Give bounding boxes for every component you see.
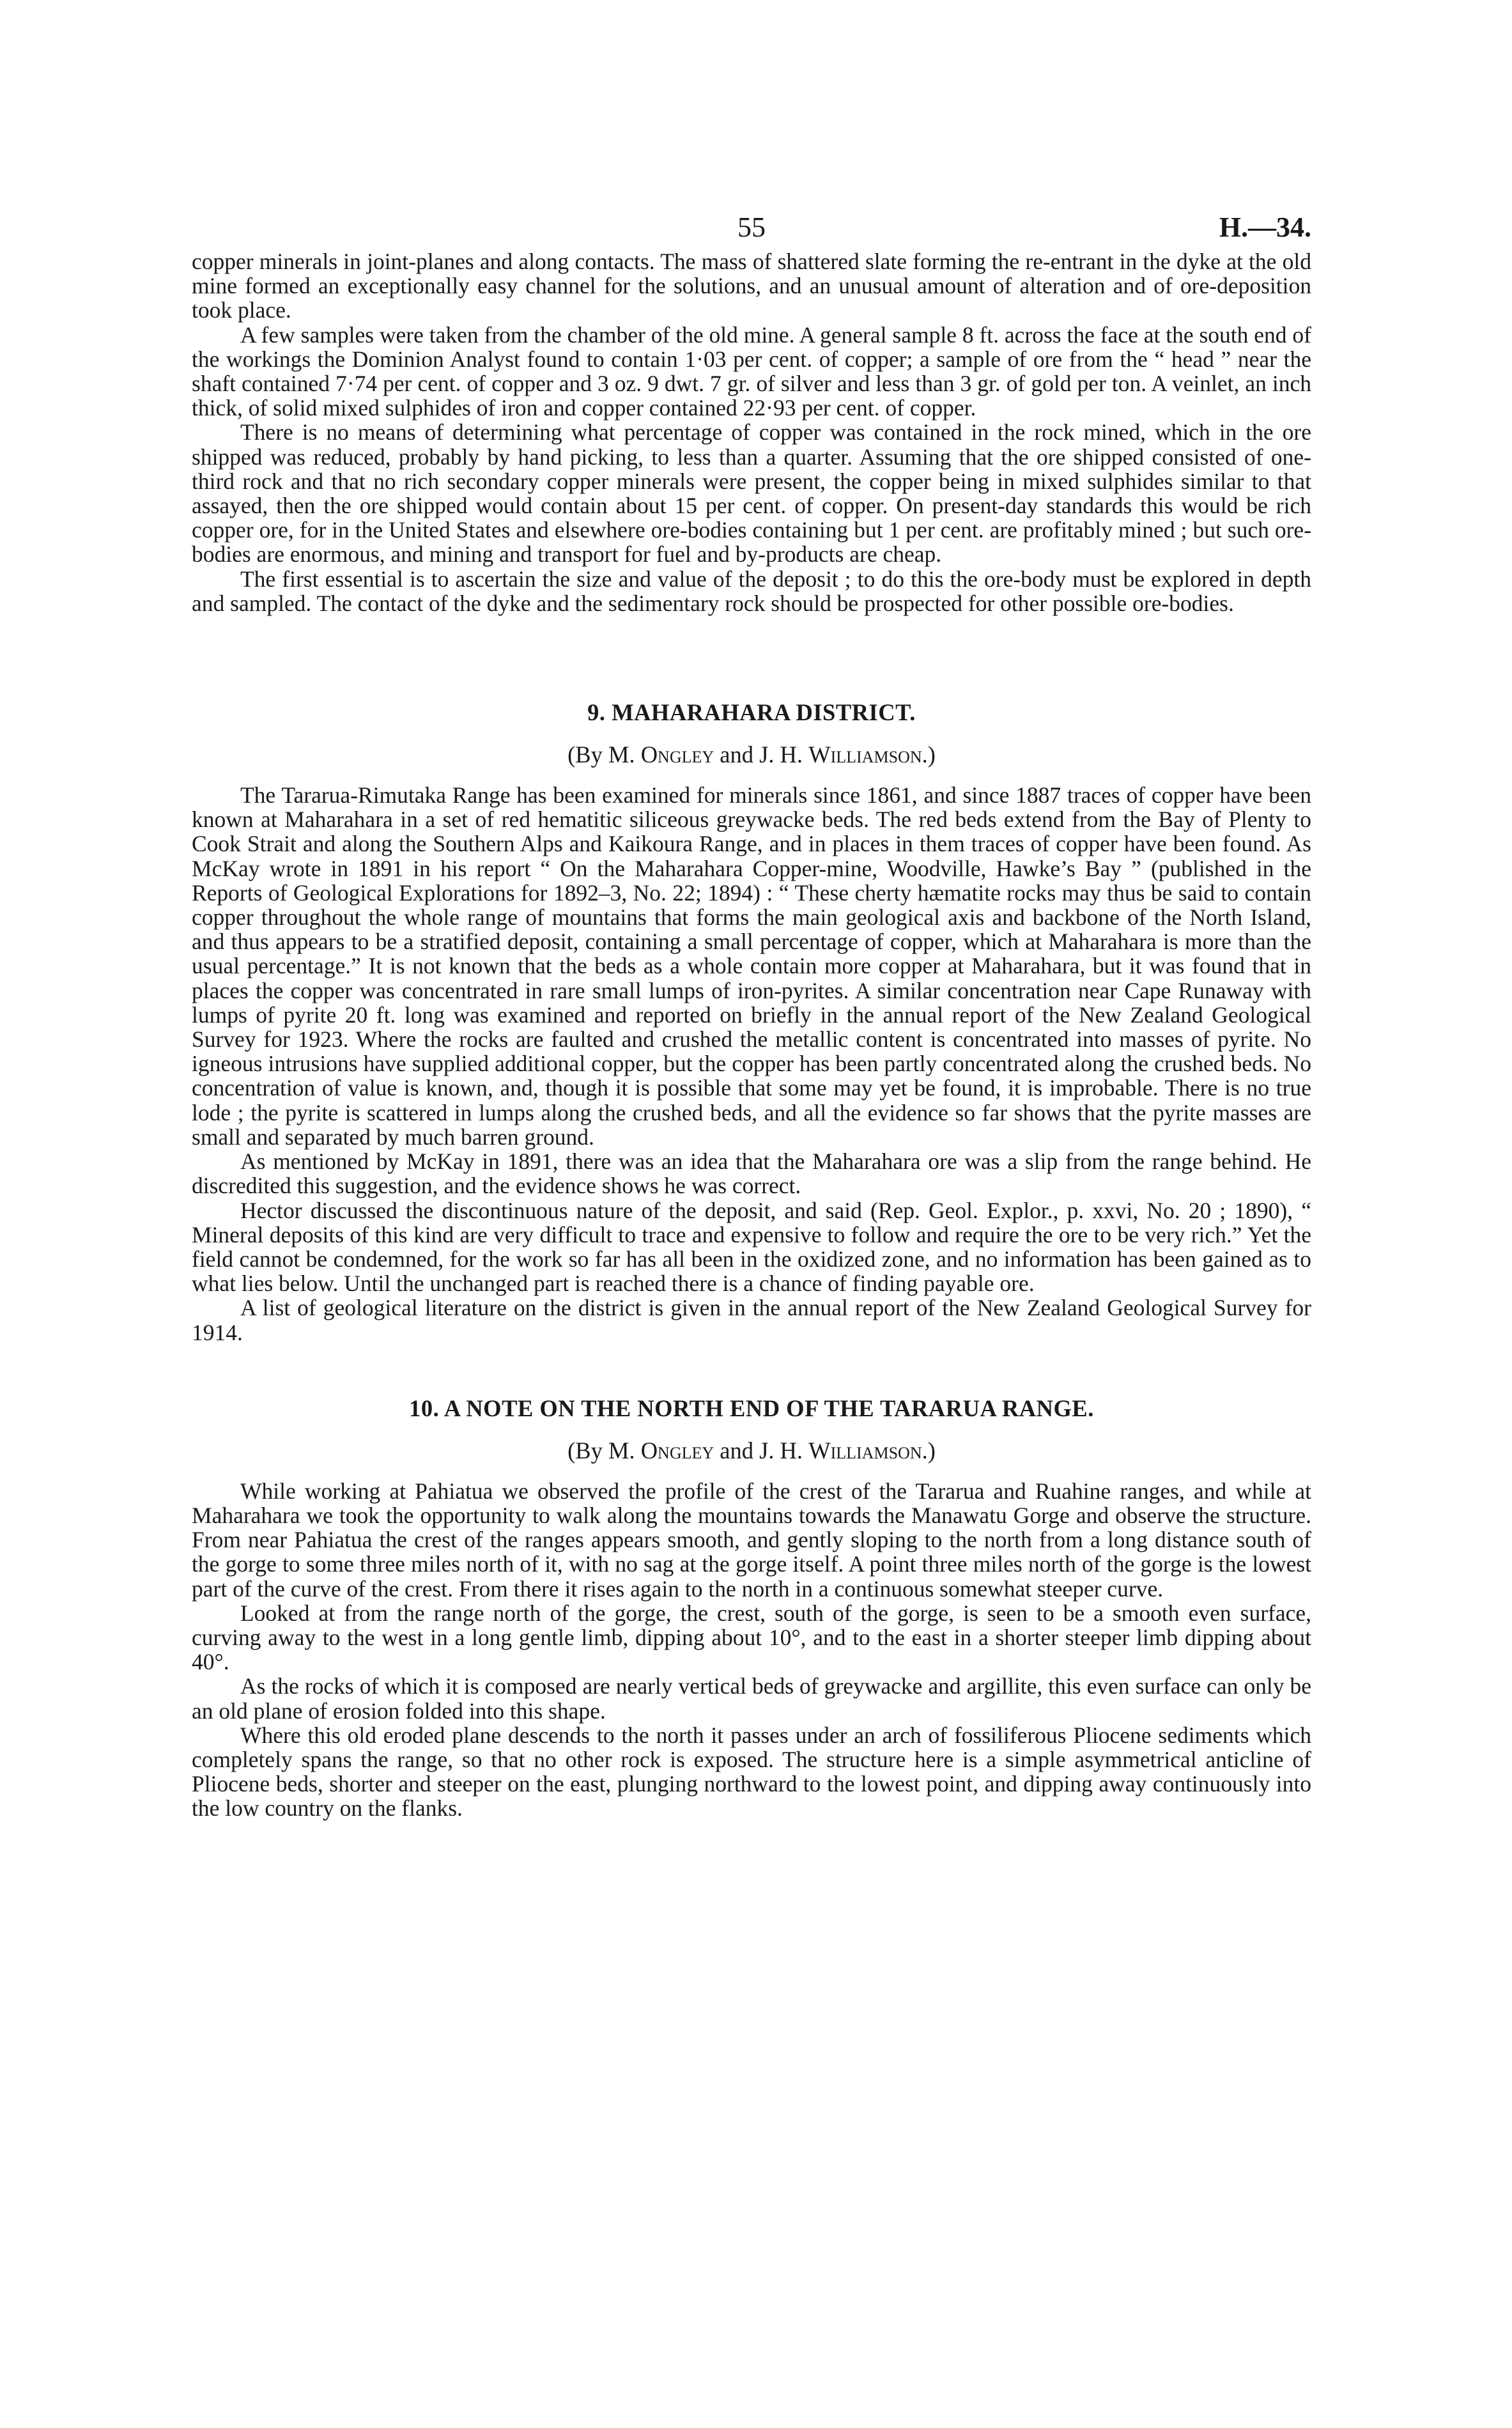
- paragraph: The Tararua-Rimutaka Range has been examined for minerals since 1861, and since 1887 traces of copper have been known at Maharahara in a set of red hematitic siliceous greywacke beds. The red beds extend from the Bay of Plenty to Cook Strait and along the Southern Alps and Kaikoura Range, and in places in them traces of copper have been found. As McKay wrote in 1891 in his report “ On the Maharahara Copper-mine, Woodville, Hawke’s Bay ” (published in the Reports of Geological Explorations for 1892–3, No. 22; 1894) : “ These cherty hæmatite rocks may thus be said to contain copper throughout the whole range of mountains that forms the main geological axis and backbone of the North Island, and thus appears to be a stratified deposit, containing a small percentage of copper, which at Maharahara is more than the usual percentage.” It is not known that the beds as a whole contain more copper at Maharahara, but it was found that in places the copper was concentrated in rare small lumps of iron-pyrites. A similar concentration near Cape Runaway with lumps of pyrite 20 ft. long was examined and reported on briefly in the annual report of the New Zealand Geological Survey for 1923. Where the rocks are faulted and crushed the metallic content is concentrated into masses of pyrite. No igneous intrusions have supplied additional copper, but the copper has been partly concentrated along the crushed beds. No concentration of value is known, and, though it is possible that some may yet be found, it is improbable. There is no true lode ; the pyrite is scattered in lumps along the crushed beds, and all the evidence so far shows that the pyrite masses are small and separated by much barren ground.: [192, 782, 1311, 1150]
- section-tararua: [192, 1396, 1311, 1821]
- paragraph: Looked at from the range north of the gorge, the crest, south of the gorge, is seen to be a smooth even surface, curving away to the west in a long gentle limb, dipping about 10°, and to the east in a shorter steeper limb dipping about 40°.: [192, 1600, 1311, 1675]
- author-name: Ongley: [640, 1437, 714, 1464]
- series-reference: H.—34.: [1219, 212, 1311, 243]
- section-maharahara: [192, 700, 1311, 1345]
- page-number: 55: [737, 212, 766, 243]
- paragraph: Hector discussed the discontinuous nature of the deposit, and said (Rep. Geol. Explor., p. xxvi, No. 20 ; 1890), “ Mineral deposits of this kind are very difficult to trace and expensive to follow and require the ore to be very rich.” Yet the field cannot be condemned, for the work so far has all been in the oxidized zone, and no information has been gained as to what lies below. Until the unchanged part is reached there is a chance of finding payable ore.: [192, 1197, 1311, 1297]
- paragraph: copper minerals in joint-planes and along contacts. The mass of shattered slate forming the re-entrant in the dyke at the old mine formed an exceptionally easy channel for the solutions, and an unusual amount of alteration and of ore-deposition took place.: [192, 249, 1311, 323]
- paragraph: A list of geological literature on the district is given in the annual report of the New Zealand Geological Survey for 1914.: [192, 1295, 1311, 1345]
- paragraph: Where this old eroded plane descends to the north it passes under an arch of fossiliferous Pliocene sediments which completely spans the range, so that no other rock is exposed. The structure here is a simple asymmetrical anticline of Pliocene beds, shorter and steeper on the east, plunging northward to the lowest point, and dipping away continuously into the low country on the flanks.: [192, 1722, 1311, 1821]
- paragraph: There is no means of determining what percentage of copper was contained in the rock mined, which in the ore shipped was reduced, probably by hand picking, to less than a quarter. Assuming that the ore shipped consisted of one-third rock and that no rich secondary copper minerals were present, the copper being in mixed sulphides similar to that assayed, then the ore shipped would contain about 15 per cent. of copper. On present-day standards this would be rich copper ore, for in the United States and elsewhere ore-bodies containing but 1 per cent. are profitably mined ; but such ore-bodies are enormous, and mining and transport for fuel and by-products are cheap.: [192, 419, 1311, 568]
- byline: (By M. Ongley and J. H. Williamson.): [567, 1437, 936, 1464]
- byline: (By M. Ongley and J. H. Williamson.): [567, 741, 936, 768]
- author-name: Ongley: [640, 741, 714, 768]
- document-page: [192, 211, 1311, 1821]
- paragraph: As mentioned by McKay in 1891, there was an idea that the Maharahara ore was a slip from the range behind. He discredited this suggestion, and the evidence shows he was correct.: [192, 1148, 1311, 1199]
- page-header: [192, 211, 1311, 249]
- author-name: Williamson: [808, 1437, 922, 1464]
- section-title: 10. A NOTE ON THE NORTH END OF THE TARARUA RANGE.: [409, 1395, 1094, 1421]
- intro-text: [192, 249, 1311, 615]
- paragraph: A few samples were taken from the chamber of the old mine. A general sample 8 ft. across the face at the south end of the workings the Dominion Analyst found to contain 1·03 per cent. of copper; a sample of ore from the “ head ” near the shaft contained 7·74 per cent. of copper and 3 oz. 9 dwt. 7 gr. of silver and less than 3 gr. of gold per ton. A veinlet, an inch thick, of solid mixed sulphides of iron and copper contained 22·93 per cent. of copper.: [192, 321, 1311, 421]
- paragraph: The first essential is to ascertain the size and value of the deposit ; to do this the ore-body must be explored in depth and sampled. The contact of the dyke and the sedimentary rock should be prospected for other possible ore-bodies.: [192, 566, 1311, 616]
- author-name: Williamson: [808, 741, 922, 768]
- paragraph: While working at Pahiatua we observed the profile of the crest of the Tararua and Ruahine ranges, and while at Maharahara we took the opportunity to walk along the mountains towards the Manawatu Gorge and observe the structure. From near Pahiatua the crest of the ranges appears smooth, and gently sloping to the north from a long distance south of the gorge to some three miles north of it, with no sag at the gorge itself. A point three miles north of the gorge is the lowest part of the curve of the crest. From there it rises again to the north in a continuous somewhat steeper curve.: [192, 1478, 1311, 1602]
- section-title: 9. MAHARAHARA DISTRICT.: [587, 699, 916, 726]
- paragraph: As the rocks of which it is composed are nearly vertical beds of greywacke and argillite, this even surface can only be an old plane of erosion folded into this shape.: [192, 1673, 1311, 1724]
